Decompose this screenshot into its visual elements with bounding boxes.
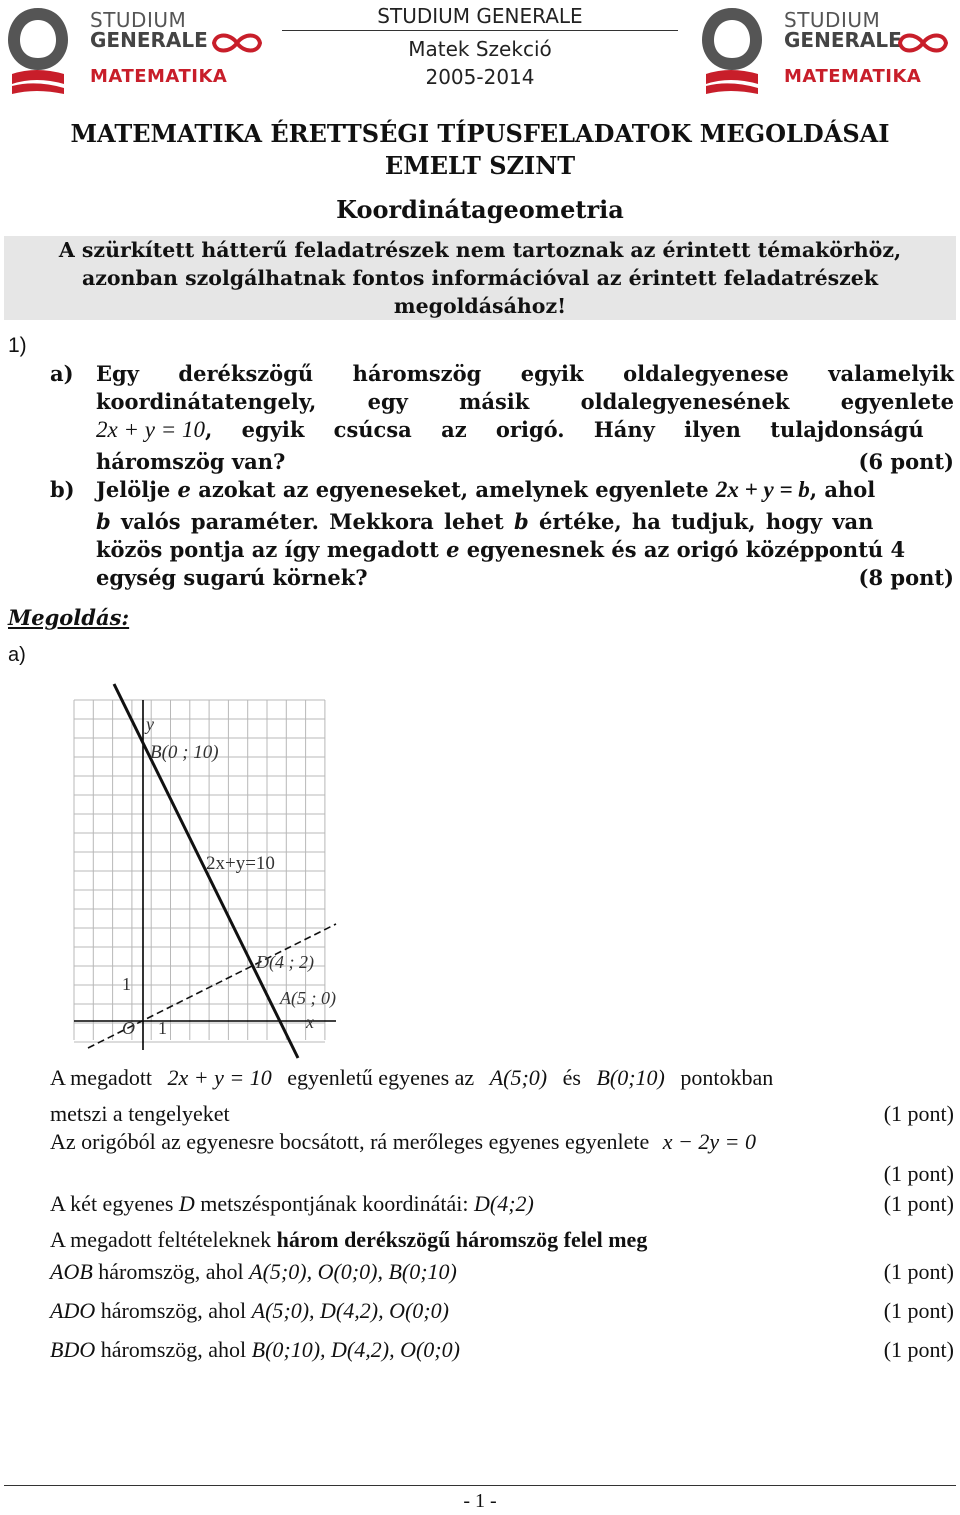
solution-text: háromszög, ahol [95,1298,252,1323]
task-b-text: egyenesnek és az origó középpontú 4 [459,537,906,562]
task-b-line3 [96,536,956,564]
footer-rule [4,1485,956,1486]
solution-line5 [50,1226,647,1254]
task-b-text: értéke, ha tudjuk, hogy van [528,509,874,534]
brand-line3: MATEMATIKA [90,66,228,87]
solution-equation: x − 2y = 0 [662,1129,756,1154]
task-a-line2: koordinátatengely, egy másik oldalegyenesének egyenlete [96,389,954,414]
origin-label: O [122,1018,135,1038]
solution-line4 [50,1190,534,1218]
header-years: 2005-2014 [425,65,535,89]
brand-line1: STUDIUM [784,8,881,32]
task-b-points: (8 pont) [858,565,954,590]
task-b-text: azokat az egyeneseket, amelynek egyenlete [190,477,716,502]
logo-o-icon [6,4,70,96]
task-b-text: , ahol [809,477,876,502]
solution-text: és [557,1065,587,1090]
task-b-var-b: b [513,509,529,534]
brand-line2: GENERALE [784,28,902,52]
header-subtitle: Matek Szekció [408,37,552,61]
task-b-line1 [96,476,956,504]
notice-line3: megoldásához! [393,294,567,318]
solution-text: egyenletű egyenes az [281,1065,480,1090]
solution-label: Megoldás: [8,605,130,630]
point-a-label: A(5 ; 0) [280,988,336,1008]
solution-points: (1 pont) [883,1337,954,1362]
solution-text: metszéspontjának koordinátái: [194,1191,474,1216]
left-logo [6,4,266,100]
task-b-label: b) [50,477,75,502]
solution-text: A megadott feltételeknek [50,1227,277,1252]
task-a-line3-text: , egyik csúcsa az origó. Hány ilyen tulajdonságú [204,417,924,442]
task-b-var-e: e [177,477,191,502]
coordinate-figure [70,680,370,1064]
header-center [282,4,678,91]
solution-highlight: három derékszögű háromszög felel meg [276,1227,648,1252]
notice-line2: azonban szolgálhatnak fontos információval az érintett feladatrészek [81,266,879,290]
triangle-name: ADO [50,1298,96,1323]
triangle-1 [50,1258,457,1286]
triangle-name: AOB [50,1259,93,1284]
task-a-line4: háromszög van? [96,449,286,474]
unit-y-label: 1 [122,974,131,994]
task-a-points: (6 pont) [858,449,954,474]
solution-text: háromszög, ahol [92,1259,250,1284]
page-number: - 1 - [463,1490,497,1512]
triangle-3 [50,1336,460,1364]
infinity-icon [208,30,266,56]
task-a-line1: Egy derékszögű háromszög egyik oldalegyenese valamelyik [96,361,954,386]
solution-text: Az origóból az egyenesre bocsátott, rá merőleges egyenes egyenlete [50,1129,655,1154]
solution-points: (1 pont) [883,1161,954,1186]
triangle-points: B(0;10), D(4,2), O(0;0) [251,1337,460,1362]
notice-box [4,236,956,320]
triangle-2 [50,1297,449,1325]
solution-line2: metszi a tengelyeket [50,1101,230,1126]
point-b-label: B(0 ; 10) [150,742,219,763]
solution-point-d: D [178,1191,195,1216]
logo-o-icon [700,4,764,96]
task-b-line2 [96,508,956,536]
solution-points: (1 pont) [883,1259,954,1284]
point-d-label: D(4 ; 2) [256,952,314,972]
right-logo [700,4,960,100]
solution-point-b: B(0;10) [596,1065,665,1090]
brand-line2: GENERALE [90,28,208,52]
solution-coord-d: D(4;2) [474,1191,534,1216]
task-b-equation: 2x + y = b [715,477,810,502]
y-axis-label: y [146,714,154,734]
triangle-points: A(5;0), D(4,2), O(0;0) [251,1298,449,1323]
task-b-text: Jelölje [96,477,178,502]
task-b-var-e: e [446,537,460,562]
solution-points: (1 pont) [883,1101,954,1126]
notice-line1: A szürkített hátterű feladatrészek nem tartoznak az érintett témakörhöz, [58,238,902,262]
triangle-name: BDO [50,1337,96,1362]
solution-text: A megadott [50,1065,158,1090]
header-title: STUDIUM GENERALE [377,4,583,28]
task-b-line4: egység sugarú körnek? [96,565,368,590]
triangle-points: A(5;0), O(0;0), B(0;10) [249,1259,457,1284]
solution-part-label: a) [8,644,26,666]
task-a-line3 [96,416,954,444]
solution-line3 [50,1128,954,1156]
brand-line3: MATEMATIKA [784,66,922,87]
x-axis-label: x [306,1012,314,1032]
solution-line1 [50,1064,954,1092]
task-a-equation: 2x + y = 10 [96,417,205,442]
task-b-text: közös pontja az így megadott [96,537,447,562]
task-b-text: valós paraméter. Mekkora lehet [110,509,514,534]
solution-text: háromszög, ahol [95,1337,252,1362]
task-a-label: a) [50,361,74,386]
brand-line1: STUDIUM [90,8,187,32]
solution-points: (1 pont) [883,1191,954,1216]
page-title-line1: MATEMATIKA ÉRETTSÉGI TÍPUSFELADATOK MEGOLDÁSAI [70,119,890,148]
line-label: 2x+y=10 [206,853,275,874]
solution-text: pontokban [674,1065,774,1090]
page-title-line2: EMELT SZINT [384,151,576,180]
infinity-icon [894,30,952,56]
solution-equation: 2x + y = 10 [167,1065,272,1090]
task-number: 1) [8,334,27,357]
task-b-var-b: b [96,509,111,534]
solution-points: (1 pont) [883,1298,954,1323]
page-subtitle: Koordinátageometria [336,195,624,224]
solution-text: A két egyenes [50,1191,179,1216]
unit-x-label: 1 [158,1018,167,1038]
solution-point-a: A(5;0) [489,1065,548,1090]
